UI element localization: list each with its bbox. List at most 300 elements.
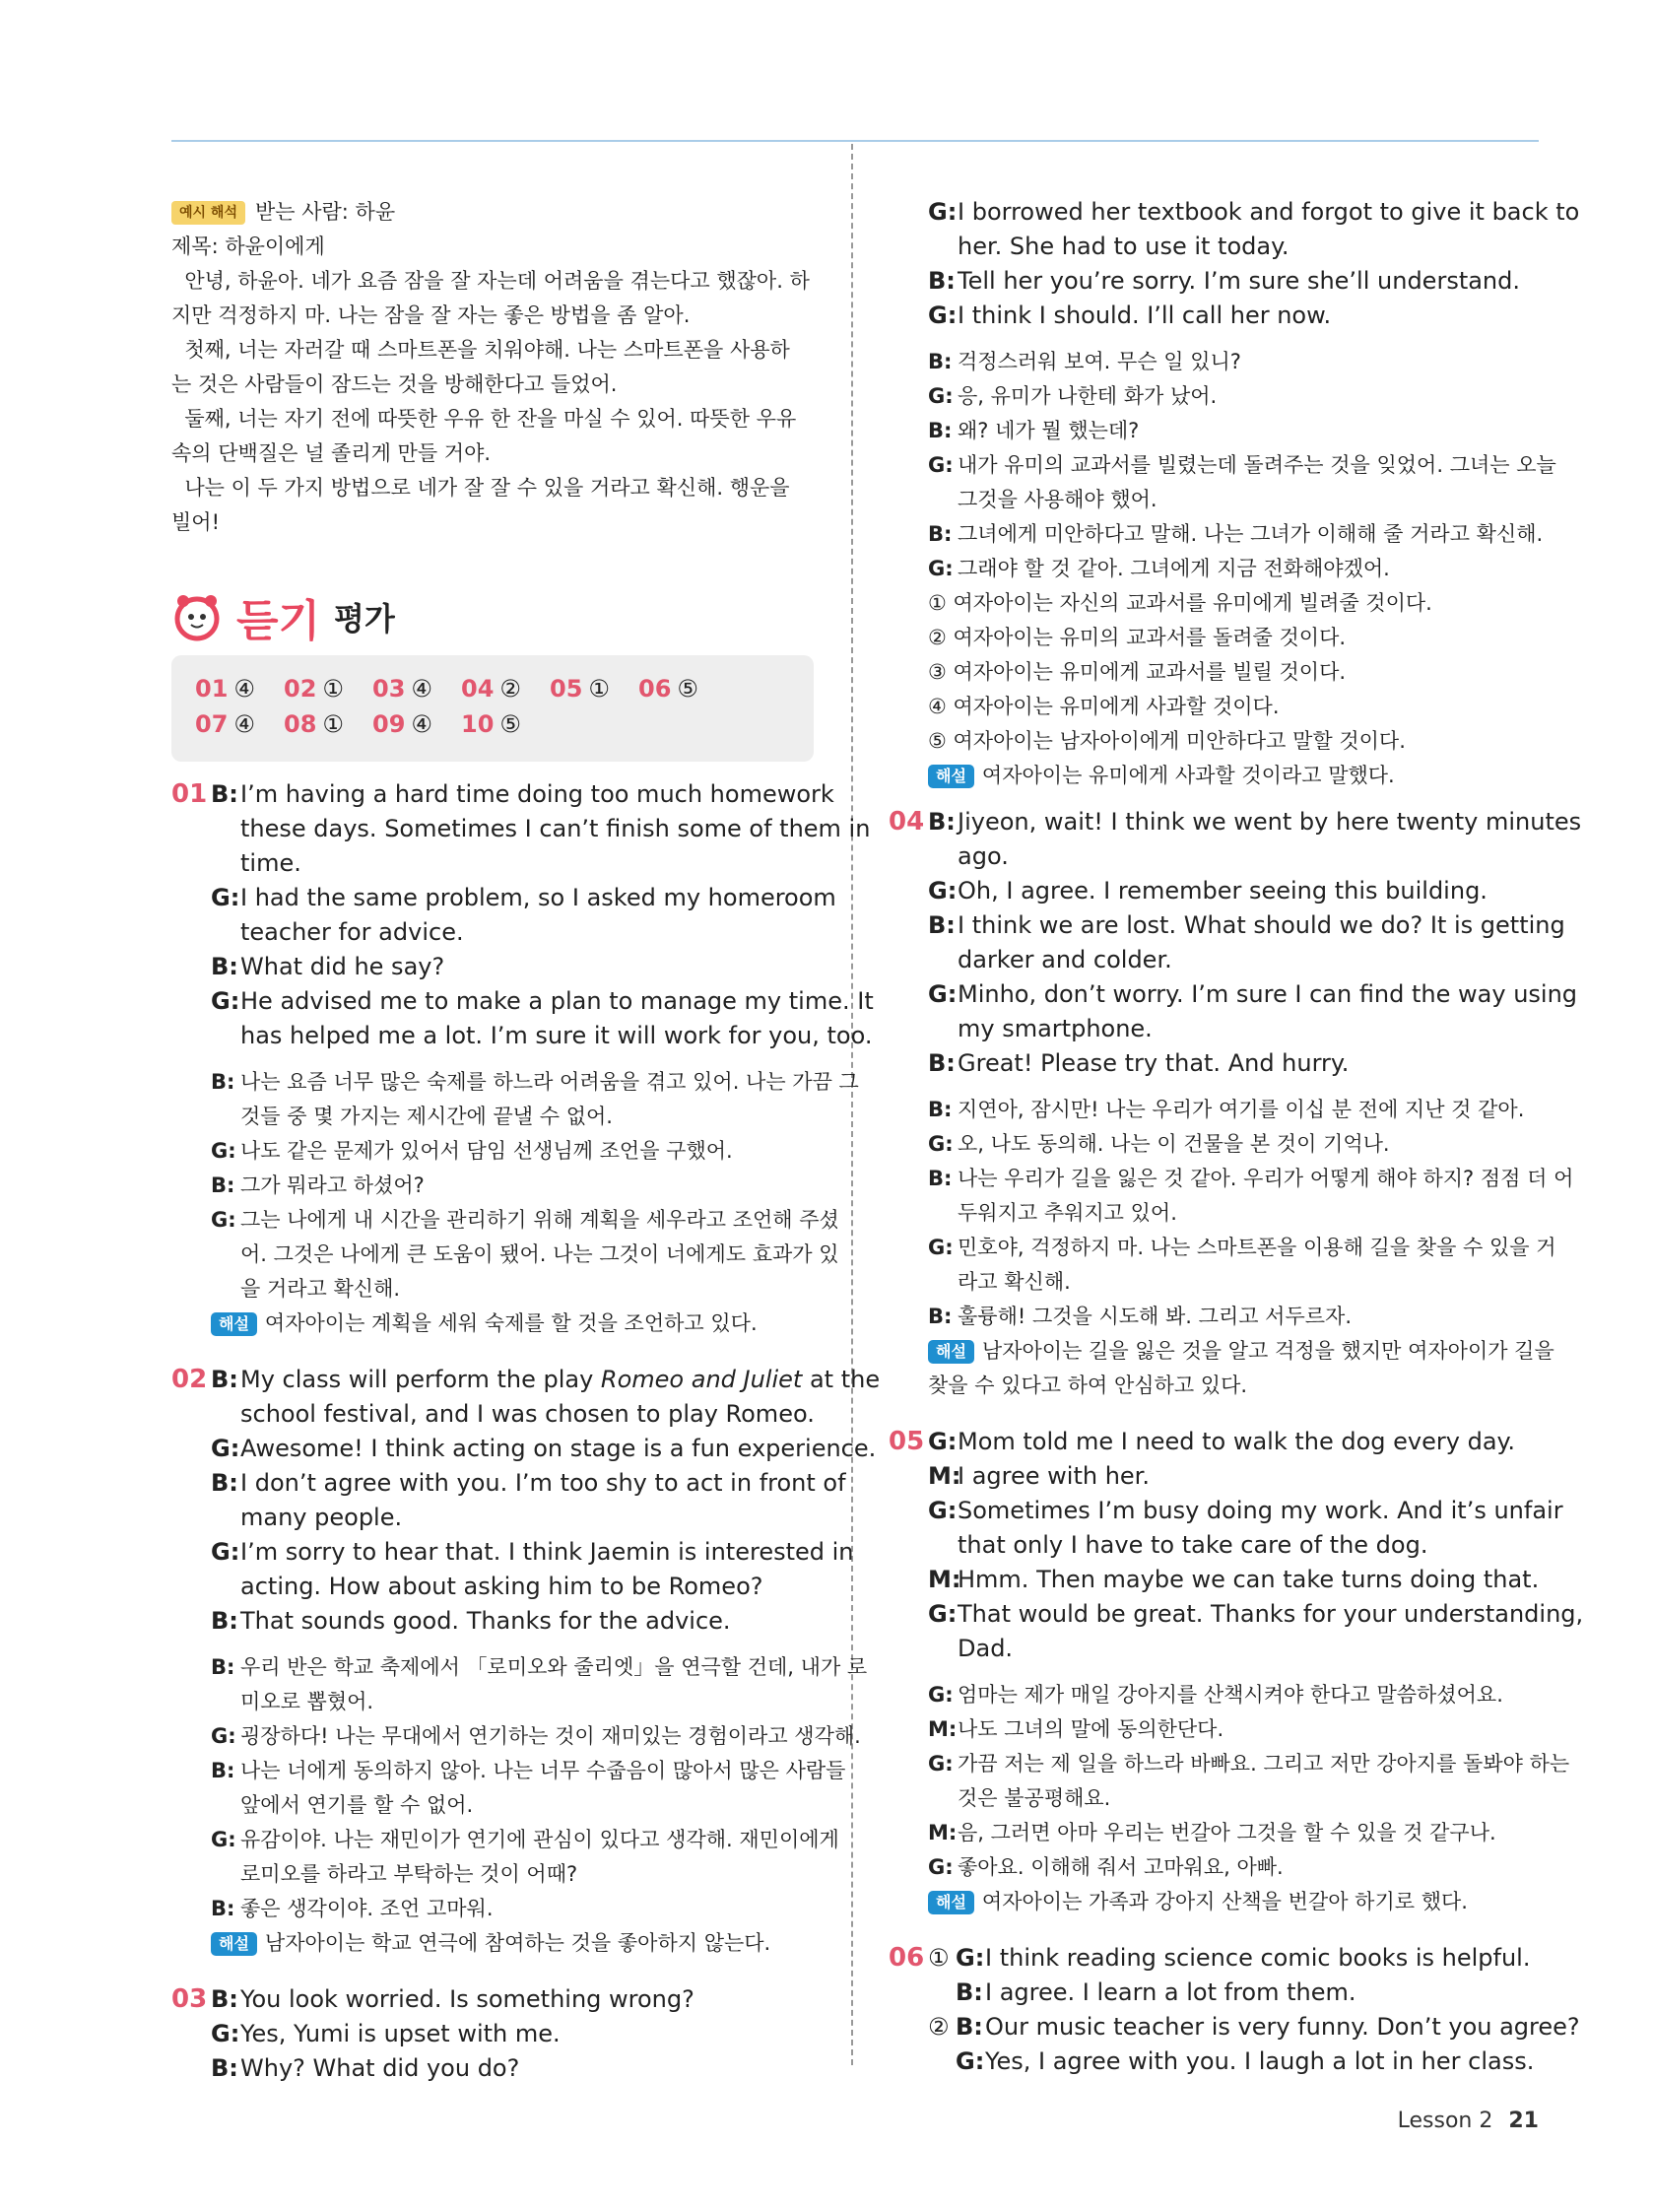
- answer-item: [372, 675, 461, 703]
- line-text: I think I should. I’ll call her now.: [958, 302, 1332, 329]
- q02-explanation: 남자아이는 학교 연극에 참여하는 것을 좋아하지 않는다.: [264, 1931, 771, 1955]
- dialogue-line: [889, 1781, 1539, 1816]
- speaker-label: G:: [211, 2020, 240, 2047]
- answer-item: [461, 675, 550, 703]
- dialogue-line: [171, 1397, 814, 1432]
- speaker-label: B:: [211, 1469, 238, 1497]
- speaker-label: B:: [928, 350, 953, 373]
- speaker-label: B:: [928, 1167, 953, 1190]
- answer-item: [284, 710, 372, 738]
- line-text: 앞에서 연기를 할 수 없어.: [240, 1793, 474, 1817]
- answer-item: [284, 675, 372, 703]
- dialogue-line: [171, 1823, 839, 1857]
- line-text: I borrowed her textbook and forgot to give it back to: [958, 198, 1580, 226]
- dialogue-line: [171, 1466, 846, 1501]
- answer-choice: ⑤: [499, 710, 521, 738]
- dialogue-line: [889, 2044, 1539, 2079]
- line-text: I’m sorry to hear that. I think Jaemin is interested in: [240, 1538, 854, 1566]
- speaker-label: B:: [211, 953, 238, 980]
- speaker-label: G:: [928, 557, 954, 580]
- section-title-main: 듣기: [236, 596, 321, 646]
- line-text: 왜? 네가 뭘 했는데?: [958, 419, 1140, 442]
- question-number: 03: [171, 1984, 208, 2014]
- speaker-label: B:: [211, 1070, 235, 1094]
- dialogue-line: [889, 908, 1565, 943]
- line-text: Why? What did you do?: [240, 2054, 520, 2082]
- speaker-label: G:: [956, 2047, 985, 2075]
- explanation-badge: 해설: [211, 1932, 257, 1956]
- dialogue-line: [889, 552, 1539, 586]
- answer-choice: ④: [233, 710, 255, 738]
- q05-korean: [889, 1678, 1570, 1885]
- dialogue-line: [171, 1754, 846, 1788]
- dialogue-line: [889, 379, 1539, 414]
- line-text: I had the same problem, so I asked my homeroom: [240, 884, 836, 911]
- dialogue-line: [171, 1065, 859, 1100]
- line-text: teacher for advice.: [240, 918, 464, 946]
- section-title: [171, 587, 395, 646]
- speaker-label: B:: [211, 780, 238, 808]
- q04-explanation-2: 찾을 수 있다고 하여 안심하고 있다.: [928, 1374, 1248, 1397]
- dialogue-line: [171, 1169, 814, 1203]
- line-text: 그가 뭐라고 하셨어?: [240, 1173, 425, 1197]
- dialogue-line: [171, 1719, 861, 1754]
- line-text: Yes, Yumi is upset with me.: [240, 2020, 561, 2047]
- speaker-label: G:: [928, 980, 958, 1008]
- letter-to: 받는 사람: 하윤: [254, 200, 396, 224]
- speaker-label: G:: [928, 1600, 958, 1628]
- speaker-label: G:: [928, 1236, 954, 1259]
- line-text: 걱정스러워 보여. 무슨 일 있니?: [958, 350, 1241, 373]
- explanation-badge: 해설: [211, 1312, 257, 1336]
- speaker-label: B:: [211, 1173, 235, 1197]
- explanation-badge: 해설: [928, 1891, 974, 1914]
- speaker-label: G:: [211, 1538, 240, 1566]
- line-text: these days. Sometimes I can’t finish some of them in: [240, 815, 871, 842]
- q02-english: [171, 1397, 877, 1639]
- answer-number: 06: [638, 675, 672, 703]
- line-text: I think reading science comic books is helpful.: [985, 1944, 1531, 1972]
- line-text: Great! Please try that. And hurry.: [958, 1049, 1350, 1077]
- dialogue-line: [171, 1570, 814, 1604]
- dialogue-line: [171, 1134, 814, 1169]
- dialogue-line: [889, 414, 1539, 448]
- dialogue-line: [889, 1850, 1539, 1885]
- dialogue-line: [171, 1432, 877, 1466]
- answer-choice: ②: [499, 675, 521, 703]
- line-text: 굉장하다! 나는 무대에서 연기하는 것이 재미있는 경험이라고 생각해.: [240, 1724, 861, 1748]
- answer-choice: ①: [322, 710, 344, 738]
- dialogue-line: [171, 1272, 814, 1307]
- speaker-label: B:: [211, 1897, 235, 1920]
- line-text: 나도 같은 문제가 있어서 담임 선생님께 조언을 구했어.: [240, 1139, 733, 1163]
- speaker-label: B:: [956, 2013, 983, 2041]
- line-text: many people.: [240, 1504, 403, 1531]
- question-number: 06: [889, 1943, 925, 1973]
- dialogue-line: [889, 1747, 1570, 1781]
- line-text: 두워지고 추워지고 있어.: [958, 1201, 1177, 1225]
- line-text: 지연아, 잠시만! 나는 우리가 여기를 이십 분 전에 지난 것 같아.: [958, 1098, 1525, 1121]
- speaker-label: G:: [211, 1139, 236, 1163]
- answer-item: [550, 675, 638, 703]
- line-text: I agree with her.: [958, 1462, 1150, 1490]
- speaker-label: B:: [956, 1978, 983, 2006]
- dialogue-line: [171, 1788, 814, 1823]
- dialogue-line: [889, 1265, 1539, 1300]
- letter-line: 속의 단백질은 널 졸리게 만들 거야.: [171, 441, 492, 465]
- speaker-label: G:: [928, 198, 958, 226]
- dialogue-line: [889, 1816, 1539, 1850]
- answer-item: [195, 710, 284, 738]
- speaker-label: B:: [211, 1655, 235, 1679]
- lesson-label: Lesson 2: [1397, 2109, 1493, 2133]
- line-text: I’m having a hard time doing too much homework: [240, 780, 834, 808]
- line-text: 좋은 생각이야. 조언 고마워.: [240, 1897, 494, 1920]
- dialogue-line: [889, 299, 1539, 333]
- dialogue-line: [889, 1528, 1539, 1563]
- q01-korean: [171, 1065, 859, 1307]
- line-text: 나는 너에게 동의하지 않아. 나는 너무 수줍음이 많아서 많은 사람들: [240, 1759, 846, 1782]
- line-text: I agree. I learn a lot from them.: [985, 1978, 1356, 2006]
- dialogue-line: [889, 874, 1539, 908]
- speaker-label: G:: [211, 1828, 236, 1851]
- dialogue-line: [171, 1857, 814, 1892]
- letter-body: [171, 230, 814, 540]
- speaker-label: G:: [211, 1435, 240, 1462]
- line-text: Oh, I agree. I remember seeing this building.: [958, 877, 1488, 905]
- dialogue-line: [171, 1100, 814, 1134]
- option-marker: ①: [928, 1944, 950, 1972]
- dialogue-line: [171, 2017, 814, 2051]
- answer-row-2: [195, 710, 550, 738]
- column-divider: [851, 144, 853, 2065]
- speaker-label: G:: [211, 1724, 236, 1748]
- q03-english-part2: [889, 195, 1580, 333]
- line-text: I don’t agree with you. I’m too shy to act in front of: [240, 1469, 846, 1497]
- dialogue-line: [889, 345, 1539, 379]
- dialogue-line: [171, 777, 834, 812]
- dialogue-line: [889, 2010, 1580, 2044]
- answer-number: 02: [284, 675, 317, 703]
- dialogue-line: [889, 977, 1578, 1012]
- line-text: 엄마는 제가 매일 강아지를 산책시켜야 한다고 말씀하셨어요.: [958, 1683, 1503, 1707]
- line-text: 좋아요. 이해해 줘서 고마워요, 아빠.: [958, 1855, 1284, 1879]
- q05-english: [889, 1425, 1584, 1666]
- option-item: ① 여자아이는 자신의 교과서를 유미에게 빌려줄 것이다.: [928, 591, 1432, 615]
- dialogue-line: [171, 1501, 814, 1535]
- line-text: Minho, don’t worry. I’m sure I can find the way using: [958, 980, 1578, 1008]
- dialogue-line: [171, 1238, 839, 1272]
- letter-line: 빌어!: [171, 510, 220, 534]
- speaker-label: M:: [928, 1462, 961, 1490]
- dialogue-line: [171, 1685, 814, 1719]
- dialogue-line: [889, 230, 1539, 264]
- dialogue-line: [171, 2051, 814, 2086]
- dialogue-line: [889, 805, 1582, 839]
- line-text: 그녀에게 미안하다고 말해. 나는 그녀가 이해해 줄 거라고 확신해.: [958, 522, 1544, 546]
- example-translation-badge: 예시 해석: [171, 201, 245, 225]
- line-text: Sometimes I’m busy doing my work. And it’s unfair: [958, 1497, 1563, 1524]
- line-text: 라고 확신해.: [958, 1270, 1071, 1294]
- speaker-label: B:: [211, 2054, 238, 2082]
- dialogue-line: [171, 1535, 854, 1570]
- dialogue-line: [889, 1425, 1539, 1459]
- line-text: 민호야, 걱정하지 마. 나는 스마트폰을 이용해 길을 찾을 수 있을 거: [958, 1236, 1556, 1259]
- line-text: darker and colder.: [958, 946, 1172, 973]
- line-text: 나는 우리가 길을 잃은 것 같아. 우리가 어떻게 해야 하지? 점점 더 어: [958, 1167, 1574, 1190]
- q04-english: [889, 805, 1582, 1081]
- speaker-label: B:: [928, 808, 956, 836]
- line-text: 오, 나도 동의해. 나는 이 건물을 본 것이 기억나.: [958, 1132, 1390, 1156]
- explanation-badge: 해설: [928, 1340, 974, 1364]
- dialogue-line: [889, 264, 1539, 299]
- dialogue-line: [889, 483, 1539, 517]
- dialogue-line: [889, 943, 1539, 977]
- answer-item: [461, 710, 550, 738]
- page-footer: [1398, 2109, 1539, 2133]
- line-text: has helped me a lot. I’m sure it will work for you, too.: [240, 1022, 873, 1049]
- line-text: Dad.: [958, 1635, 1014, 1662]
- speaker-label: G:: [211, 987, 240, 1015]
- speaker-label: B:: [928, 419, 953, 442]
- letter-line: 는 것은 사람들이 잠드는 것을 방해한다고 들었어.: [171, 372, 618, 396]
- speaker-label: B:: [928, 911, 956, 939]
- line-text: I think we are lost. What should we do? It is getting: [958, 911, 1565, 939]
- question-02: 02 B:My class will perform the play Romeo and Juliet at the school festival, and I was chosen to play Romeo. G:Awesome! I think acting on stage is a fun experience. B:I don’t agree with you. I’m too shy to act in front of many people. G:I’m sorry to hear that. I think Jaemin is interested in acting. How about asking him to be Romeo? B:That sounds good. Thanks for the advice. B: 우리 반은 학교 축제에서 「로미오와 줄리엣」을 연극할 건데, 내가 로 미오로 뽑혔어. G: 굉장하다! 나는 무대에서 연기하는 것이 재미있는 경험이라고 생각해. B: 나는 너에게 동의하지 않아. 나는 너무 수줍음이 많아서 많은 사람들 앞에서 연기를 할 수 없어. G: 유감이야. 나는 재민이가 연기에 관심이 있다고 생각해. 재민이에게 로미오를 하라고 부탁하는 것이 어때? B: 좋은 생각이야. 조언 고마워. 해설 남자아이는 학교 연극에 참여하는 것을 좋아하지 않는다.: [171, 1365, 881, 1955]
- line-text: 나는 요즘 너무 많은 숙제를 하느라 어려움을 겪고 있어. 나는 가끔 그: [240, 1070, 859, 1094]
- line-text: 그는 나에게 내 시간을 관리하기 위해 계획을 세우라고 조언해 주셨: [240, 1208, 839, 1232]
- speaker-label: G:: [928, 1132, 954, 1156]
- line-text: 나도 그녀의 말에 동의한단다.: [958, 1717, 1224, 1741]
- answer-number: 05: [550, 675, 583, 703]
- q03-options: [889, 586, 1539, 759]
- dialogue-line: [889, 1162, 1574, 1196]
- q03-english-part1: [171, 1982, 814, 2086]
- dialogue-line: [889, 1976, 1539, 2010]
- line-text: 유감이야. 나는 재민이가 연기에 관심이 있다고 생각해. 재민이에게: [240, 1828, 839, 1851]
- speaker-label: G:: [928, 453, 954, 477]
- explanation-badge: 해설: [928, 765, 974, 788]
- line-text: 그래야 할 것 같아. 그녀에게 지금 전화해야겠어.: [958, 557, 1390, 580]
- q02-korean: [171, 1650, 868, 1926]
- answer-number: 10: [461, 710, 495, 738]
- section-title-sub: 평가: [334, 600, 395, 637]
- dialogue-line: [889, 1012, 1539, 1046]
- dialogue-line: [171, 1203, 839, 1238]
- speaker-label: B:: [211, 1607, 238, 1635]
- q02-number: 02: [171, 1365, 208, 1394]
- option-item: ③ 여자아이는 유미에게 교과서를 빌릴 것이다.: [928, 660, 1347, 684]
- question-06: [889, 1941, 1580, 2079]
- answer-number: 07: [195, 710, 229, 738]
- answer-item: [638, 675, 727, 703]
- speaker-label: B:: [928, 522, 953, 546]
- speaker-label: G:: [211, 884, 240, 911]
- dialogue-line: [889, 195, 1580, 230]
- letter-line: 둘째, 너는 자기 전에 따뜻한 우유 한 잔을 마실 수 있어. 따뜻한 우유: [171, 407, 797, 431]
- line-text: Mom told me I need to walk the dog every day.: [958, 1428, 1515, 1455]
- line-text: 음, 그러면 아마 우리는 번갈아 그것을 할 수 있을 것 같구나.: [958, 1821, 1496, 1844]
- answer-row-1: [195, 675, 727, 703]
- line-text: that only I have to take care of the dog.: [958, 1531, 1428, 1559]
- left-questions: [171, 777, 881, 2086]
- line-text: time.: [240, 849, 301, 877]
- dialogue-line: [171, 812, 871, 846]
- letter-translation: [171, 195, 814, 540]
- dialogue-line: [889, 1127, 1539, 1162]
- line-text: You look worried. Is something wrong?: [240, 1985, 694, 2013]
- dialogue-line: [889, 1046, 1539, 1081]
- q03-explanation: 여자아이는 유미에게 사과할 것이라고 말했다.: [981, 764, 1395, 787]
- dialogue-line: [889, 1712, 1539, 1747]
- speaker-label: M:: [928, 1566, 961, 1593]
- line-text: Our music teacher is very funny. Don’t you agree?: [985, 2013, 1580, 2041]
- dialogue-line: [889, 1459, 1539, 1494]
- option-item: ⑤ 여자아이는 남자아이에게 미안하다고 말할 것이다.: [928, 729, 1406, 753]
- line-text: 어. 그것은 나에게 큰 도움이 됐어. 나는 그것이 너에게도 효과가 있: [240, 1242, 839, 1266]
- dialogue-line: [171, 915, 814, 950]
- line-text: 우리 반은 학교 축제에서 「로미오와 줄리엣」을 연극할 건데, 내가 로: [240, 1655, 868, 1679]
- line-text: That would be great. Thanks for your understanding,: [958, 1600, 1584, 1628]
- dialogue-line: [171, 1650, 868, 1685]
- speaker-label: G:: [928, 1428, 958, 1455]
- line-text: Jiyeon, wait! I think we went by here twenty minutes: [958, 808, 1582, 836]
- speaker-label: G:: [928, 1752, 954, 1776]
- speaker-label: G:: [928, 1497, 958, 1524]
- line-text: Yes, I agree with you. I laugh a lot in her class.: [985, 2047, 1535, 2075]
- line-text: ago.: [958, 842, 1009, 870]
- line-text: That sounds good. Thanks for the advice.: [240, 1607, 731, 1635]
- line-text: 미오로 뽑혔어.: [240, 1690, 374, 1713]
- speaker-label: M:: [928, 1821, 958, 1844]
- letter-line: 첫째, 너는 자러갈 때 스마트폰을 치워야해. 나는 스마트폰을 사용하: [171, 338, 790, 362]
- answer-choice: ④: [233, 675, 255, 703]
- answer-number: 08: [284, 710, 317, 738]
- answer-key-box: [171, 655, 814, 762]
- answer-number: 03: [372, 675, 406, 703]
- letter-line: 지만 걱정하지 마. 나는 잠을 잘 자는 좋은 방법을 좀 알아.: [171, 303, 691, 327]
- speaker-label: B:: [211, 1985, 238, 2013]
- line-text: her. She had to use it today.: [958, 233, 1289, 260]
- line-text: Tell her you’re sorry. I’m sure she’ll understand.: [958, 267, 1521, 295]
- line-text: 로미오를 하라고 부탁하는 것이 어때?: [240, 1862, 578, 1886]
- option-item: ④ 여자아이는 유미에게 사과할 것이다.: [928, 695, 1280, 718]
- line-text: 그것을 사용해야 했어.: [958, 488, 1157, 511]
- line-text: 것은 불공평해요.: [958, 1786, 1111, 1810]
- answer-item: [195, 675, 284, 703]
- answer-choice: ④: [411, 710, 432, 738]
- line-text: 내가 유미의 교과서를 빌렸는데 돌려주는 것을 잊었어. 그녀는 오늘: [958, 453, 1556, 477]
- question-number: 01: [171, 779, 208, 809]
- answer-choice: ①: [588, 675, 610, 703]
- line-text: my smartphone.: [958, 1015, 1153, 1042]
- letter-line: 제목: 하윤이에게: [171, 235, 325, 258]
- alarm-clock-icon: [171, 591, 223, 642]
- dialogue-line: [171, 1604, 814, 1639]
- dialogue-line: [889, 1941, 1539, 1976]
- speaker-label: B:: [928, 1049, 956, 1077]
- right-questions: [889, 195, 1584, 2079]
- dialogue-line: [889, 1597, 1584, 1632]
- line-text: Hmm. Then maybe we can take turns doing that.: [958, 1566, 1540, 1593]
- dialogue-line: [889, 1563, 1539, 1597]
- line-text: 훌륭해! 그것을 시도해 봐. 그리고 서두르자.: [958, 1305, 1353, 1328]
- question-01: [171, 777, 874, 1341]
- dialogue-line: [171, 846, 814, 881]
- speaker-label: G:: [211, 1208, 236, 1232]
- option-item: ② 여자아이는 유미의 교과서를 돌려줄 것이다.: [928, 626, 1347, 649]
- play-title: Romeo and Juliet: [600, 1366, 803, 1393]
- dialogue-line: [889, 517, 1544, 552]
- question-number: 04: [889, 807, 925, 837]
- answer-choice: ④: [411, 675, 432, 703]
- dialogue-line: [171, 950, 814, 984]
- speaker-label: B:: [928, 1305, 953, 1328]
- line-text: He advised me to make a plan to manage my time. It: [240, 987, 874, 1015]
- dialogue-line: [889, 1678, 1539, 1712]
- line-text: What did he say?: [240, 953, 445, 980]
- letter-line: 안녕, 하윤아. 네가 요즘 잠을 잘 자는데 어려움을 겪는다고 했잖아. 하: [171, 269, 810, 293]
- page-number: 21: [1508, 2109, 1539, 2133]
- q03-korean: [889, 345, 1556, 586]
- dialogue-line: [171, 881, 836, 915]
- speaker-label: G:: [928, 877, 958, 905]
- speaker-label: G:: [928, 302, 958, 329]
- dialogue-line: [889, 1093, 1539, 1127]
- top-rule: [171, 140, 1539, 142]
- option-marker: ②: [928, 2013, 950, 2041]
- speaker-label: M:: [928, 1717, 958, 1741]
- dialogue-line: [889, 448, 1556, 483]
- q05-explanation: 여자아이는 가족과 강아지 산책을 번갈아 하기로 했다.: [981, 1890, 1468, 1913]
- line-text: 가끔 저는 제 일을 하느라 바빠요. 그리고 저만 강아지를 돌봐야 하는: [958, 1752, 1570, 1776]
- answer-choice: ①: [322, 675, 344, 703]
- line-text: 을 거라고 확신해.: [240, 1277, 401, 1301]
- line-text: school festival, and I was chosen to play Romeo.: [240, 1400, 815, 1428]
- dialogue-line: [889, 1494, 1563, 1528]
- q04-korean: [889, 1093, 1574, 1334]
- speaker-label: G:: [956, 1944, 985, 1972]
- dialogue-line: [171, 1892, 814, 1926]
- dialogue-line: [171, 1019, 873, 1053]
- speaker-label: B:: [928, 1098, 953, 1121]
- letter-line: 나는 이 두 가지 방법으로 네가 잘 잘 수 있을 거라고 확신해. 행운을: [171, 476, 790, 500]
- dialogue-line: [889, 1196, 1539, 1231]
- answer-number: 01: [195, 675, 229, 703]
- line-text: Awesome! I think acting on stage is a fun experience.: [240, 1435, 877, 1462]
- speaker-label: G:: [928, 1855, 954, 1879]
- dialogue-line: [889, 1231, 1556, 1265]
- q01-explanation: 여자아이는 계획을 세워 숙제를 할 것을 조언하고 있다.: [264, 1311, 758, 1335]
- line-text: acting. How about asking him to be Romeo?: [240, 1573, 763, 1600]
- speaker-label: G:: [928, 384, 954, 408]
- speaker-label: B:: [211, 1759, 235, 1782]
- q04-explanation-1: 남자아이는 길을 잃은 것을 알고 걱정을 했지만 여자아이가 길을: [981, 1339, 1554, 1363]
- line-text: 것들 중 몇 가지는 제시간에 끝낼 수 없어.: [240, 1105, 613, 1128]
- answer-item: [372, 710, 461, 738]
- answer-number: 04: [461, 675, 495, 703]
- dialogue-line: [889, 1632, 1539, 1666]
- dialogue-line: [171, 984, 874, 1019]
- dialogue-line: [171, 1982, 814, 2017]
- speaker-label: B:: [928, 267, 956, 295]
- answer-choice: ⑤: [677, 675, 698, 703]
- question-number: 05: [889, 1427, 925, 1456]
- speaker-label: G:: [928, 1683, 954, 1707]
- line-text: 응, 유미가 나한테 화가 났어.: [958, 384, 1218, 408]
- q01-english: [171, 777, 874, 1053]
- dialogue-line: [889, 1300, 1539, 1334]
